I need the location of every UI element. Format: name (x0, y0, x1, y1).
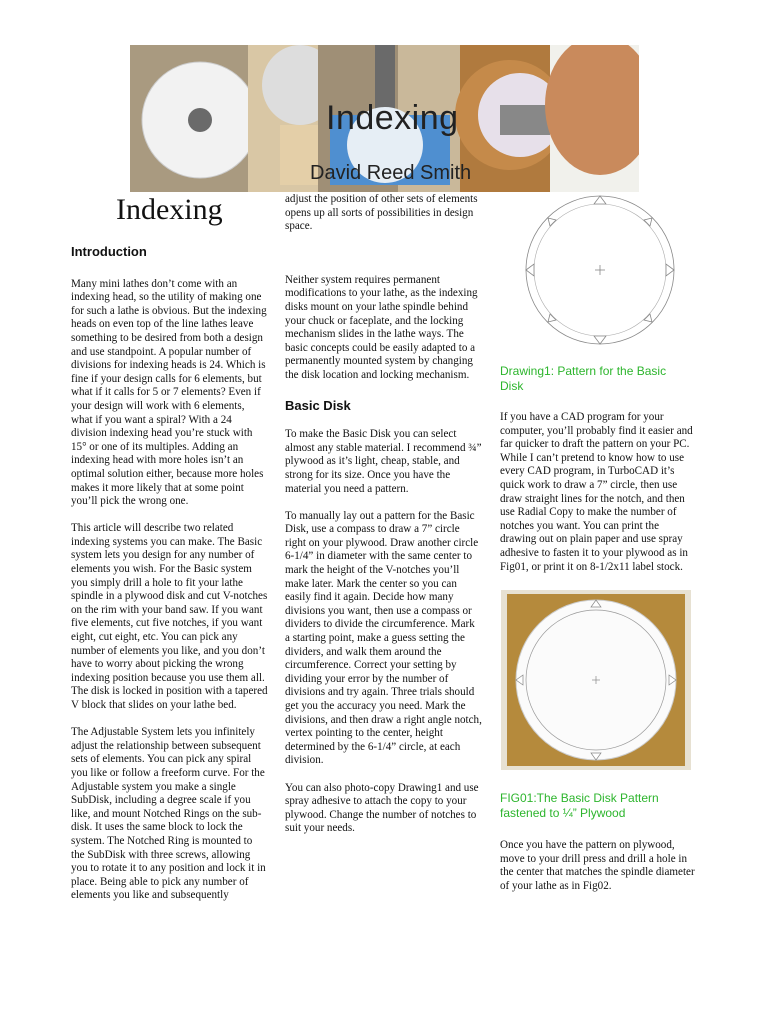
header-banner (130, 45, 639, 192)
column-2 (285, 193, 482, 850)
col3-paragraph-1: If you have a CAD program for your computer, you’ll probably find it easier and far quicker to draft the pattern on your PC. While I can’t pretend to know how to use every CAD program, in TurboCAD it’s quick work to draw a 7” circle, then use draw straight lines for the notch, and then use Radial Copy to make the number of notches you want. You can print the drawing out on plain paper and use spray adhesive to fasten it to your plywood as in Fig01, or print it on 8-1/2x11 label stock. (500, 411, 693, 573)
fig01-caption: FIG01:The Basic Disk Pattern fastened to ¼” Plywood (500, 791, 659, 820)
drawing1-pattern (520, 192, 680, 352)
banner-title: Indexing (326, 99, 459, 137)
banner-author: David Reed Smith (310, 162, 472, 184)
drawing1-caption: Drawing1: Pattern for the Basic Disk (500, 364, 667, 393)
introduction-heading: Introduction (71, 244, 147, 259)
basic-disk-paragraph-1: To make the Basic Disk you can select almost any stable material. I recommend ¾” plywood as it’s light, cheap, stable, and strong for its size. Once you have the material you need a pattern. (285, 428, 482, 495)
basic-disk-paragraph-2: To manually lay out a pattern for the Basic Disk, use a compass to draw a 7” circle right on your plywood. Draw another circle 6-1/4” in diameter with the same center to mark the height of the V-notches you’ll make later. Mark the center so you can easily find it again. Decide how many divisions you want, then use a compass or dividers to divide the circumference. Mark a starting point, make a guess setting the dividers, and walk them around the circumference. Correct your setting by dividing your error by the number of divisions and try again. Three trials should get you the accuracy you need. Mark the divisions, and then draw a right angle notch, vertex pointing to the center, height determined by the 6-1/4” circle, at each division. (285, 509, 482, 767)
column-1 (71, 245, 268, 917)
col2-paragraph-1: adjust the position of other sets of elements opens up all sorts of possibilities in design space. (285, 193, 478, 233)
article-title: Indexing (116, 193, 223, 226)
col3-paragraph-2: Once you have the pattern on plywood, move to your drill press and drill a hole in the center that matches the spindle diameter of your lathe as in Fig02. (500, 839, 695, 892)
fig01-photo (501, 590, 691, 770)
basic-disk-paragraph-3: You can also photo-copy Drawing1 and use spray adhesive to attach the copy to your plywood. Change the number of notches to suit your needs. (285, 781, 479, 835)
col2-paragraph-2: Neither system requires permanent modifications to your lathe, as the indexing disks mount on your lathe spindle behind your chuck or faceplate, and the locking mechanism slides in the lathe ways. The basic concepts could be easily adapted to a permanently mounted system by changing the disk location and locking mechanism. (285, 273, 478, 381)
basic-disk-heading: Basic Disk (285, 397, 351, 413)
intro-paragraph-2: This article will describe two related indexing systems you can make. The Basic system lets you design for any number of elements you wish. For the Basic system you simply drill a hole to fit your lathe spindle in a plywood disk and cut V-notches on the rim with your band saw. If you want five elements, cut five notches, if you want eight, cut eight, etc. You can pick any number of elements you like, and you don’t have to worry about picking the wrong indexing position because you use them all. The disk is locked in position with a tapered V block that slides on your lathe bed. (71, 522, 268, 711)
intro-paragraph-1: Many mini lathes don’t come with an indexing head, so the utility of making one for such a lathe is obvious. But the indexing heads on even top of the line lathes leave something to be desired from both a design and use standpoint. A popular number of divisions for indexing heads is 24. Which is fine if your design calls for 6 elements, but what if it calls for 5 or 7 elements? Even if your design will work with 6 elements, what if you want a spiral? With a 24 division indexing head you’re stuck with 15° or one of its multiples. Adding an indexing head with more holes isn’t an optimal solution either, because more holes makes it more likely that at some point you’ll pick the wrong one. (71, 277, 267, 508)
intro-paragraph-3: The Adjustable System lets you infinitely adjust the relationship between subsequent sets of elements. You can pick any spiral you like or follow a freeform curve. For the Adjustable system you make a single SubDisk, including a degree scale if you like, and mount Notched Rings on the sub-disk. It uses the same block to lock the system. The Notched Ring is mounted to the SubDisk with three screws, allowing you to rotate it to any position and lock it in place. Being able to pick any number of elements you like and subsequently (71, 726, 266, 902)
